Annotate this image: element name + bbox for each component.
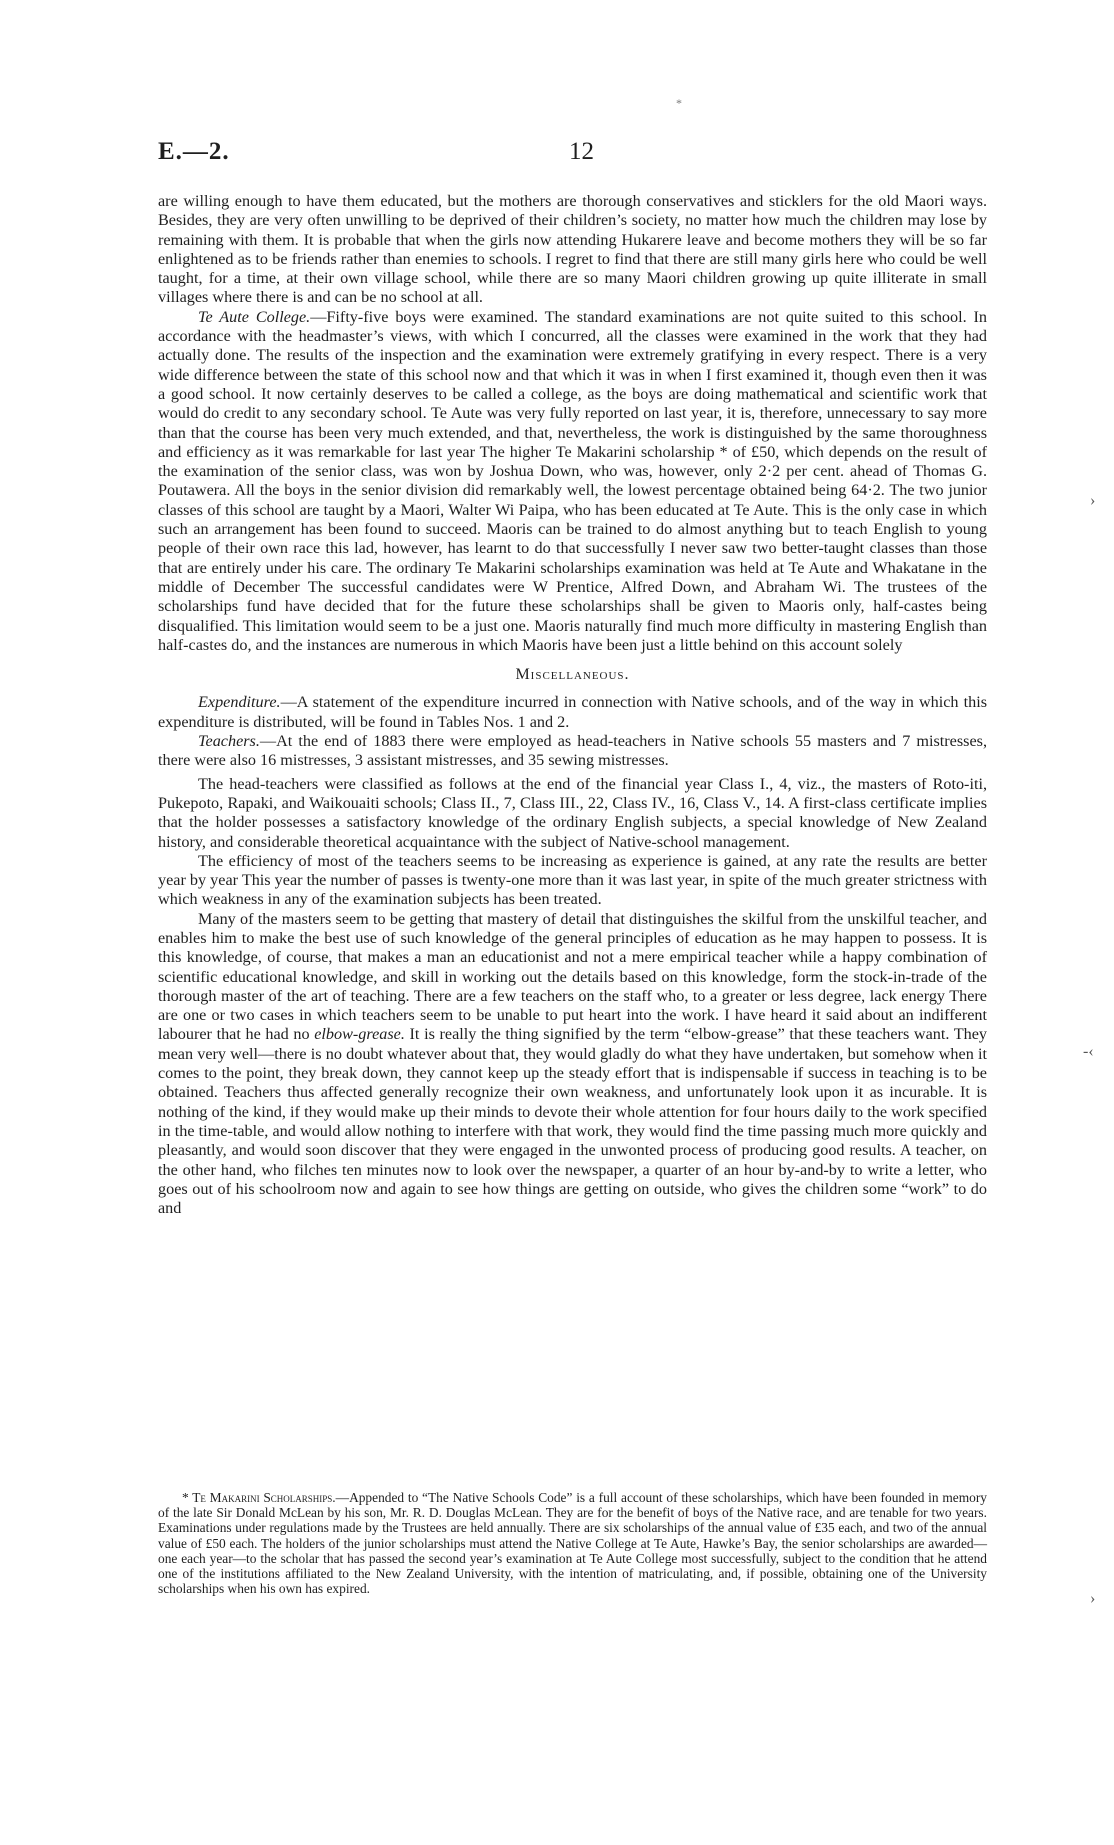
- te-aute-text: —Fifty-five boys were examined. The standard examinations are not quite suited to this school. In accordance with the headmaster’s views, with which I concurred, all the classes were examined in the work that they had actually done. The results of the inspection and the examination were extremely gratifying in every respect. There is a very wide difference between the state of this school now and that which it was in when I first examined it, though even then it was a good school. It now certainly deserves to be called a college, as the boys are doing mathematical and scientific work that would do credit to any secondary school. Te Aute was very fully reported on last year, it is, therefore, unnecessary to say more than that the course has been very much extended, and that, nevertheless, the work is distinguished by the same thoroughness and efficiency as it was remarkable for last year The higher Te Makarini scholarship * of £50, which depends on the result of the examination of the senior class, was won by Joshua Down, who was, however, only 2·2 per cent. ahead of Thomas G. Poutawera. All the boys in the senior division did remarkably well, the lowest percentage obtained being 64·2. The two junior classes of this school are taught by a Maori, Walter Wi Paipa, who has been educated at Te Aute. This is the only case in which such an arrangement has been found to succeed. Maoris can be trained to do almost anything but to teach English to young people of their own race this lad, however, has learnt to do that successfully I never saw two better-taught classes than those that are entirely under his care. The ordinary Te Makarini scholarships examination was held at Te Aute and Whakatane in the middle of December The successful candidates were W Prentice, Alfred Down, and Abraham Wi. The trustees of the scholarships fund have decided that for the future these scholarships shall be given to Maoris only, half-castes being disqualified. This limitation would seem to be a just one. Maoris naturally find much more difficulty in mastering English than half-castes do, and the instances are numerous in which Maoris have been just a little behind on this account solely: [158, 307, 988, 654]
- footnote-heading: * Te Makarini Scholarships.: [182, 1490, 336, 1505]
- footnote-paragraph: [158, 1490, 987, 1596]
- page-number: 12: [569, 138, 594, 165]
- paragraph-masters: [158, 910, 987, 1219]
- expenditure-text: —A statement of the expenditure incurred in connection with Native schools, and of the way in which this expenditure is distributed, will be found in Tables Nos. 1 and 2.: [158, 693, 987, 731]
- page-header: [158, 138, 987, 178]
- paragraph-classification: The head-teachers were classified as follows at the end of the financial year Class I., 4, viz., the masters of Roto-iti, Pukepoto, Rapaki, and Waikouaiti schools; Class II., 7, Class III., 22, Class IV., 16, Class V., 14. A first-class certificate implies that the holder possesses a satisfactory knowledge of the ordinary English subjects, a special knowledge of New Zealand history, and considerable theoretical acquaintance with the subject of Native-school management.: [158, 774, 987, 851]
- paragraph-efficiency: The efficiency of most of the teachers seems to be increasing as experience is gained, at any rate the results are better year by year This year the number of passes is twenty-one more than it was last year, in spite of the much greater strictness with which weakness in any of the examination subjects has been treated.: [158, 851, 987, 909]
- paragraph-te-aute: [158, 308, 987, 655]
- paragraph-teachers: [158, 732, 987, 771]
- elbow-grease-emphasis: elbow-grease.: [314, 1025, 405, 1044]
- document-reference: E.—2.: [158, 138, 230, 165]
- paragraph-hukarere: are willing enough to have them educated, but the mothers are thorough conservatives and sticklers for the old Maori ways. Besides, they are very often unwilling to be deprived of their children’s society, no matter how much the children may lose by remaining with them. It is probable that when the girls now attending Hukarere leave and become mothers they will be so far enlightened as to be friends rather than enemies to schools. I regret to find that there are still many girls here who could be well taught, for a time, at their own village school, while there are so many Maori children growing up quite illiterate in small villages where there is and can be no school at all.: [158, 192, 987, 307]
- masters-text-a: Many of the masters seem to be getting that mastery of detail that distinguishes the skilful from the unskilful teacher, and enables him to make the best use of such knowledge of the general principles of education as he may happen to possess. It is this knowledge, of course, that makes a man an educationist and not a mere empirical teacher while a happy combination of scientific educational knowledge, and skill in working out the details based on this knowledge, form the stock-in-trade of the thorough master of the art of teaching. There are a few teachers on the staff who, to a greater or less degree, lack energy There are one or two cases in which teachers seem to be unable to put heart into the work. I have heard it said about an indifferent labourer that he had no: [158, 909, 987, 1044]
- margin-tick-mark: -‹: [1083, 1043, 1094, 1060]
- te-aute-heading: Te Aute College.: [198, 307, 311, 326]
- expenditure-heading: Expenditure.: [198, 693, 281, 712]
- body-text: [158, 192, 987, 1218]
- top-star-mark: *: [676, 96, 682, 110]
- masters-text-b: It is really the thing signified by the term “elbow-grease” that these teachers want. They mean very well—there is no doubt whatever about that, they would gladly do what they have undertaken, but somehow when it comes to the point, they break down, they cannot keep up the steady effort that is indispensable if success in teaching is to be obtained. Teachers thus affected generally recognize their own weakness, and unfortunately look upon it as incurable. It is nothing of the kind, if they would make up their minds to devote their whole attention for four hours daily to the work specified in the time-table, and would allow nothing to interfere with that work, they would find the time passing much more quickly and pleasantly, and would soon discover that they were engaged in the unwonted process of producing good results. A teacher, on the other hand, who filches ten minutes now to look over the newspaper, a quarter of an hour by-and-by to write a letter, who goes out of his schoolroom now and again to see how things are getting on outside, who gives the children some “work” to do and: [158, 1025, 987, 1218]
- section-heading-miscellaneous: Miscellaneous.: [515, 666, 630, 684]
- footnote-text: —Appended to “The Native Schools Code” is a full account of these scholarships, which have been founded in memory of the late Sir Donald McLean by his son, Mr. R. D. Douglas McLean. They are for the benefit of boys of the Native race, and are tenable for two years. Examinations under regulations made by the Trustees are held annually. There are six scholarships of the annual value of £35 each, and two of the annual value of £50 each. The holders of the junior scholarships must attend the Native College at Te Aute, Hawke’s Bay, the senior scholarships are awarded—one each year—to the scholar that has passed the second year’s examination at Te Aute College most successfully, subject to the condition that he attend one of the institutions affiliated to the New Zealand University, with the intention of matriculating, and, if possible, obtaining one of the University scholarships when his own has expired.: [158, 1490, 987, 1597]
- teachers-heading: Teachers.: [198, 732, 260, 751]
- margin-tick-mark: ›: [1090, 1590, 1096, 1607]
- margin-tick-mark: ⁠›: [1090, 492, 1096, 509]
- footnote: [158, 1490, 987, 1596]
- paragraph-expenditure: [158, 693, 987, 732]
- teachers-text: —At the end of 1883 there were employed as head-teachers in Native schools 55 masters and 7 mistresses, there were also 16 mistresses, 3 assistant mistresses, and 35 sewing mistresses.: [158, 732, 987, 770]
